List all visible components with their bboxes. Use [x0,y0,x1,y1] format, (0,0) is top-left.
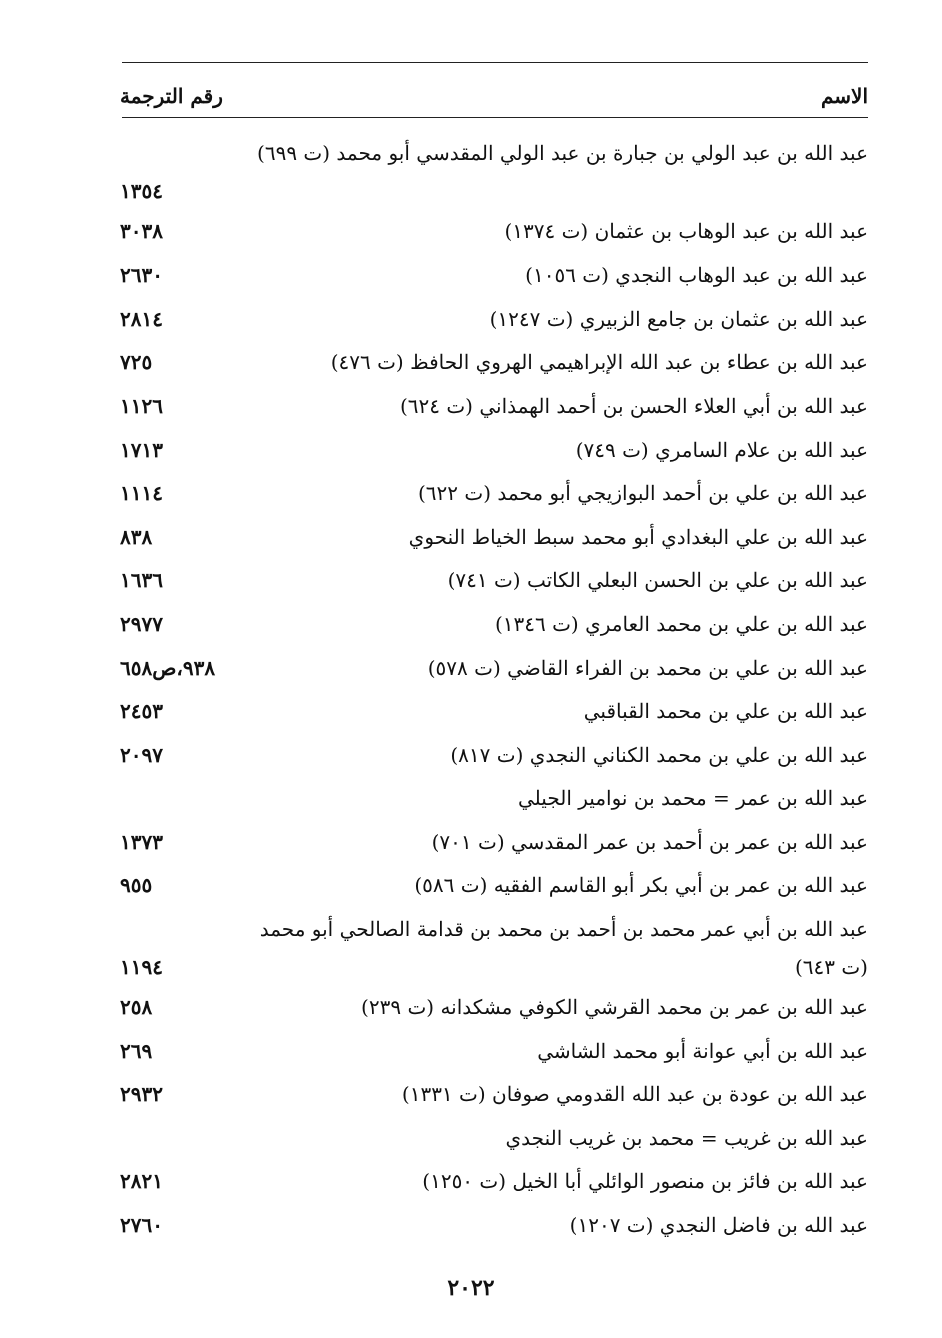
entry-number: ٩٣٨،ص٦٥٨ [120,656,216,680]
entry-name: عبد الله بن عمر بن أبي بكر أبو القاسم الفقيه (ت ٥٨٦) [414,873,868,897]
entry-number: ١١٩٤ [120,955,163,979]
column-header-entry-number: رقم الترجمة [120,84,223,108]
entry-name: عبد الله بن فائز بن منصور الوائلي أبا الخيل (ت ١٢٥٠) [422,1169,868,1193]
entry-number: ٢٨٢١ [120,1169,163,1193]
entry-name: عبد الله بن علي بن محمد العامري (ت ١٣٤٦) [494,612,868,636]
entry-number: ٢٧٦٠ [120,1213,163,1237]
entry-name: عبد الله بن علي بن محمد القباقبي [583,699,868,723]
entry-number: ٢٦٩ [120,1039,153,1063]
header-rule [122,117,868,118]
entry-number: ٧٢٥ [120,350,153,374]
top-rule [122,62,868,63]
entry-number: ١٧١٣ [120,438,163,462]
column-header-name: الاسم [820,84,868,108]
entry-name: عبد الله بن أبي عوانة أبو محمد الشاشي [537,1039,868,1063]
entry-name: عبد الله بن أبي عمر محمد بن أحمد بن محمد بن قدامة الصالحي أبو محمد (ت ٦٤٣) [259,917,868,979]
entry-name: عبد الله بن علي بن محمد الكناني النجدي (ت ٨١٧) [450,743,868,767]
entry-number: ٢٨١٤ [120,307,163,331]
entry-number: ٢٤٥٣ [120,699,163,723]
entry-number: ٢٩٧٧ [120,612,163,636]
entry-number: ٣٠٣٨ [120,219,163,243]
entry-name: عبد الله بن عودة بن عبد الله القدومي صوفان (ت ١٣٣١) [401,1082,868,1106]
entry-name: عبد الله بن غريب = محمد بن غريب النجدي [505,1126,868,1150]
entry-name: عبد الله بن عبد الوهاب النجدي (ت ١٠٥٦) [525,263,868,287]
entry-name: عبد الله بن أبي العلاء الحسن بن أحمد الهمذاني (ت ٦٢٤) [399,394,868,418]
entry-name: عبد الله بن عطاء بن عبد الله الإبراهيمي الهروي الحافظ (ت ٤٧٦) [330,350,868,374]
entry-name: عبد الله بن علي البغدادي أبو محمد سبط الخياط النحوي [408,525,868,549]
entry-name: عبد الله بن علي بن محمد بن الفراء القاضي (ت ٥٧٨) [427,656,868,680]
entry-name: عبد الله بن عثمان بن جامع الزبيري (ت ١٢٤٧) [489,307,868,331]
entry-number: ١٣٥٤ [120,179,163,203]
page-number: ٢٠٢٢ [447,1275,495,1301]
entry-name: عبد الله بن عمر = محمد بن نوامير الجيلي [518,786,868,810]
entry-name: عبد الله بن عمر بن أحمد بن عمر المقدسي (ت ٧٠١) [431,830,868,854]
entry-number: ١٦٣٦ [120,568,163,592]
entry-number: ١١٢٦ [120,394,163,418]
entry-name: عبد الله بن علي بن الحسن البعلي الكاتب (ت ٧٤١) [447,568,868,592]
entry-name: عبد الله بن عبد الولي بن جبارة بن عبد الولي المقدسي أبو محمد (ت ٦٩٩) [257,141,868,165]
entry-name: عبد الله بن فاضل النجدي (ت ١٢٠٧) [569,1213,868,1237]
entry-name: عبد الله بن علام السامري (ت ٧٤٩) [575,438,868,462]
entry-number: ٢٦٣٠ [120,263,163,287]
entry-name: عبد الله بن عبد الوهاب بن عثمان (ت ١٣٧٤) [504,219,868,243]
entry-name: عبد الله بن علي بن أحمد البوازيجي أبو محمد (ت ٦٢٢) [417,481,868,505]
entry-number: ٢٥٨ [120,995,153,1019]
entry-number: ١١١٤ [120,481,163,505]
entry-number: ٨٣٨ [120,525,153,549]
entry-number: ٢٩٣٢ [120,1082,163,1106]
entry-number: ٢٠٩٧ [120,743,163,767]
entry-number: ٩٥٥ [120,873,153,897]
entry-name: عبد الله بن عمر بن محمد القرشي الكوفي مشكدانه (ت ٢٣٩) [361,995,868,1019]
entry-number: ١٣٧٣ [120,830,163,854]
